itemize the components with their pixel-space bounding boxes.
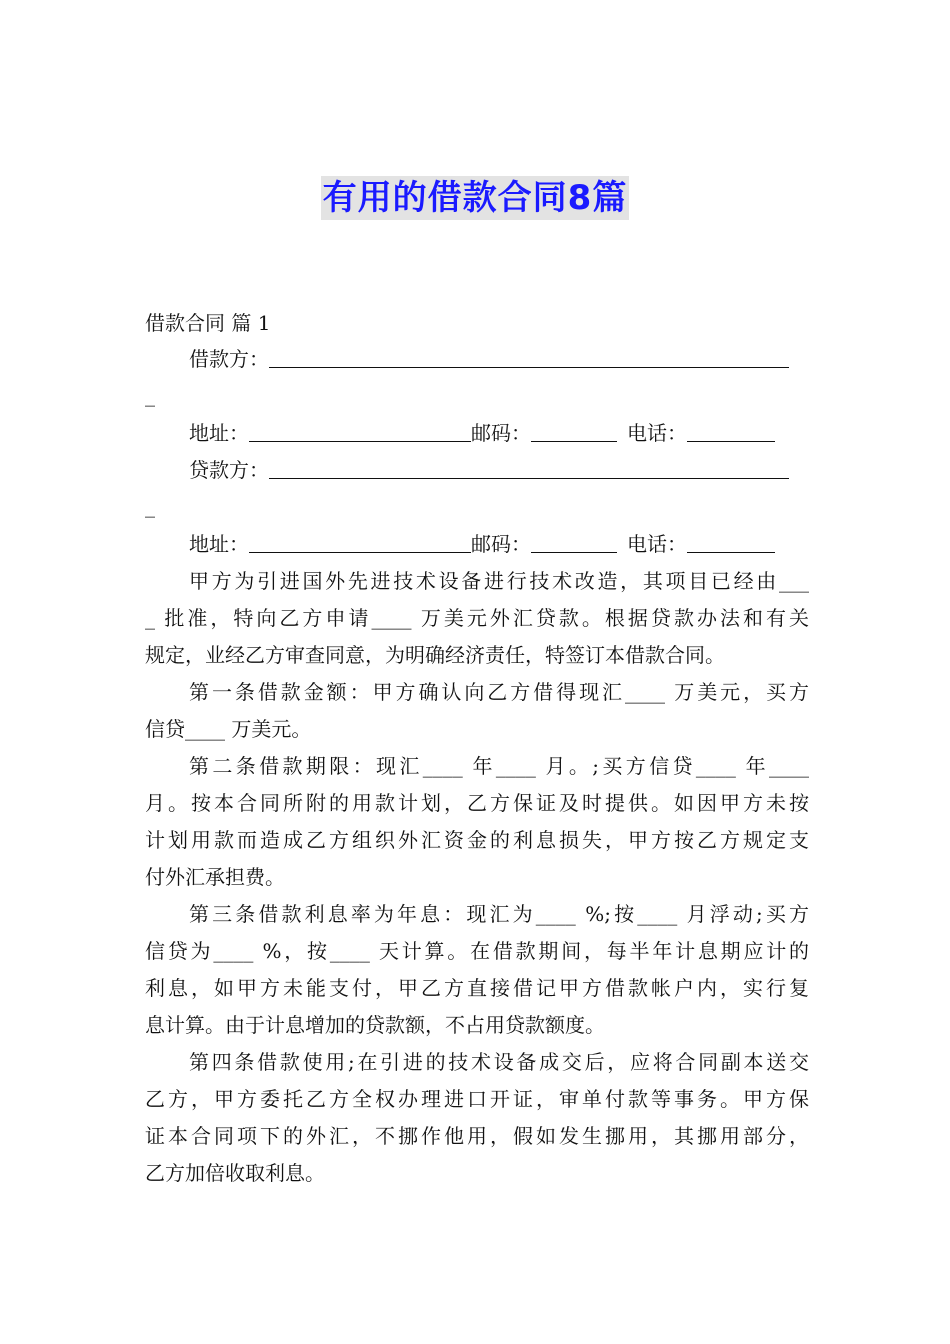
paragraph-line: 付外汇承担费。 xyxy=(145,865,285,889)
phone-label: 电话： xyxy=(627,532,687,556)
paragraph-line: 第二条借款期限：现汇____ 年____ 月。;买方信贷____ 年____ xyxy=(189,754,809,778)
paragraph-line: 乙方加倍收取利息。 xyxy=(145,1161,325,1185)
borrower-line xyxy=(189,341,789,378)
title-container xyxy=(0,176,950,220)
paragraph-line: 息计算。由于计息增加的贷款额，不占用贷款额度。 xyxy=(145,1013,605,1037)
paragraph-line: 信贷____ 万美元。 xyxy=(145,717,312,741)
paragraph-line: 月。按本合同所附的用款计划，乙方保证及时提供。如因甲方未按 xyxy=(145,791,809,815)
borrower-blank xyxy=(269,341,789,368)
phone-blank xyxy=(687,526,775,553)
paragraph-line: 第三条借款利息率为年息：现汇为____ %;按____ 月浮动;买方 xyxy=(189,902,809,926)
paragraph-line: 证本合同项下的外汇，不挪作他用，假如发生挪用，其挪用部分， xyxy=(145,1124,809,1148)
borrower-label: 借款方： xyxy=(189,347,269,371)
postcode-label: 邮码： xyxy=(471,421,531,445)
address-blank xyxy=(249,526,471,553)
paragraph-line: 计划用款而造成乙方组织外汇资金的利息损失，甲方按乙方规定支 xyxy=(145,828,809,852)
borrower-trailing-blank: _ xyxy=(145,383,155,407)
document-title: 有用的借款合同8篇 xyxy=(322,178,628,218)
paragraph-line: 信贷为____ %，按____ 天计算。在借款期间，每半年计息期应计的 xyxy=(145,939,809,963)
lender-blank xyxy=(269,452,789,479)
postcode-blank xyxy=(531,526,617,553)
address-label: 地址： xyxy=(189,421,249,445)
lender-address-line xyxy=(189,526,775,563)
address-blank xyxy=(249,415,471,442)
postcode-label: 邮码： xyxy=(471,532,531,556)
paragraph-line: _ 批准，特向乙方申请____ 万美元外汇贷款。根据贷款办法和有关 xyxy=(145,606,809,630)
paragraph-line: 第四条借款使用;在引进的技术设备成交后，应将合同副本送交 xyxy=(189,1050,809,1074)
paragraph-line: 甲方为引进国外先进技术设备进行技术改造，其项目已经由___ xyxy=(189,569,809,593)
paragraph-line: 第一条借款金额：甲方确认向乙方借得现汇____ 万美元，买方 xyxy=(189,680,809,704)
lender-label: 贷款方： xyxy=(189,458,269,482)
borrower-address-line xyxy=(189,415,775,452)
address-label: 地址： xyxy=(189,532,249,556)
lender-line xyxy=(189,452,789,489)
lender-trailing-blank: _ xyxy=(145,494,155,518)
paragraph-line: 乙方，甲方委托乙方全权办理进口开证，审单付款等事务。甲方保 xyxy=(145,1087,809,1111)
phone-blank xyxy=(687,415,775,442)
section-heading: 借款合同 篇 1 xyxy=(145,311,271,335)
paragraph-line: 规定，业经乙方审查同意，为明确经济责任，特签订本借款合同。 xyxy=(145,643,725,667)
postcode-blank xyxy=(531,415,617,442)
paragraph-line: 利息，如甲方未能支付，甲乙方直接借记甲方借款帐户内，实行复 xyxy=(145,976,809,1000)
phone-label: 电话： xyxy=(627,421,687,445)
